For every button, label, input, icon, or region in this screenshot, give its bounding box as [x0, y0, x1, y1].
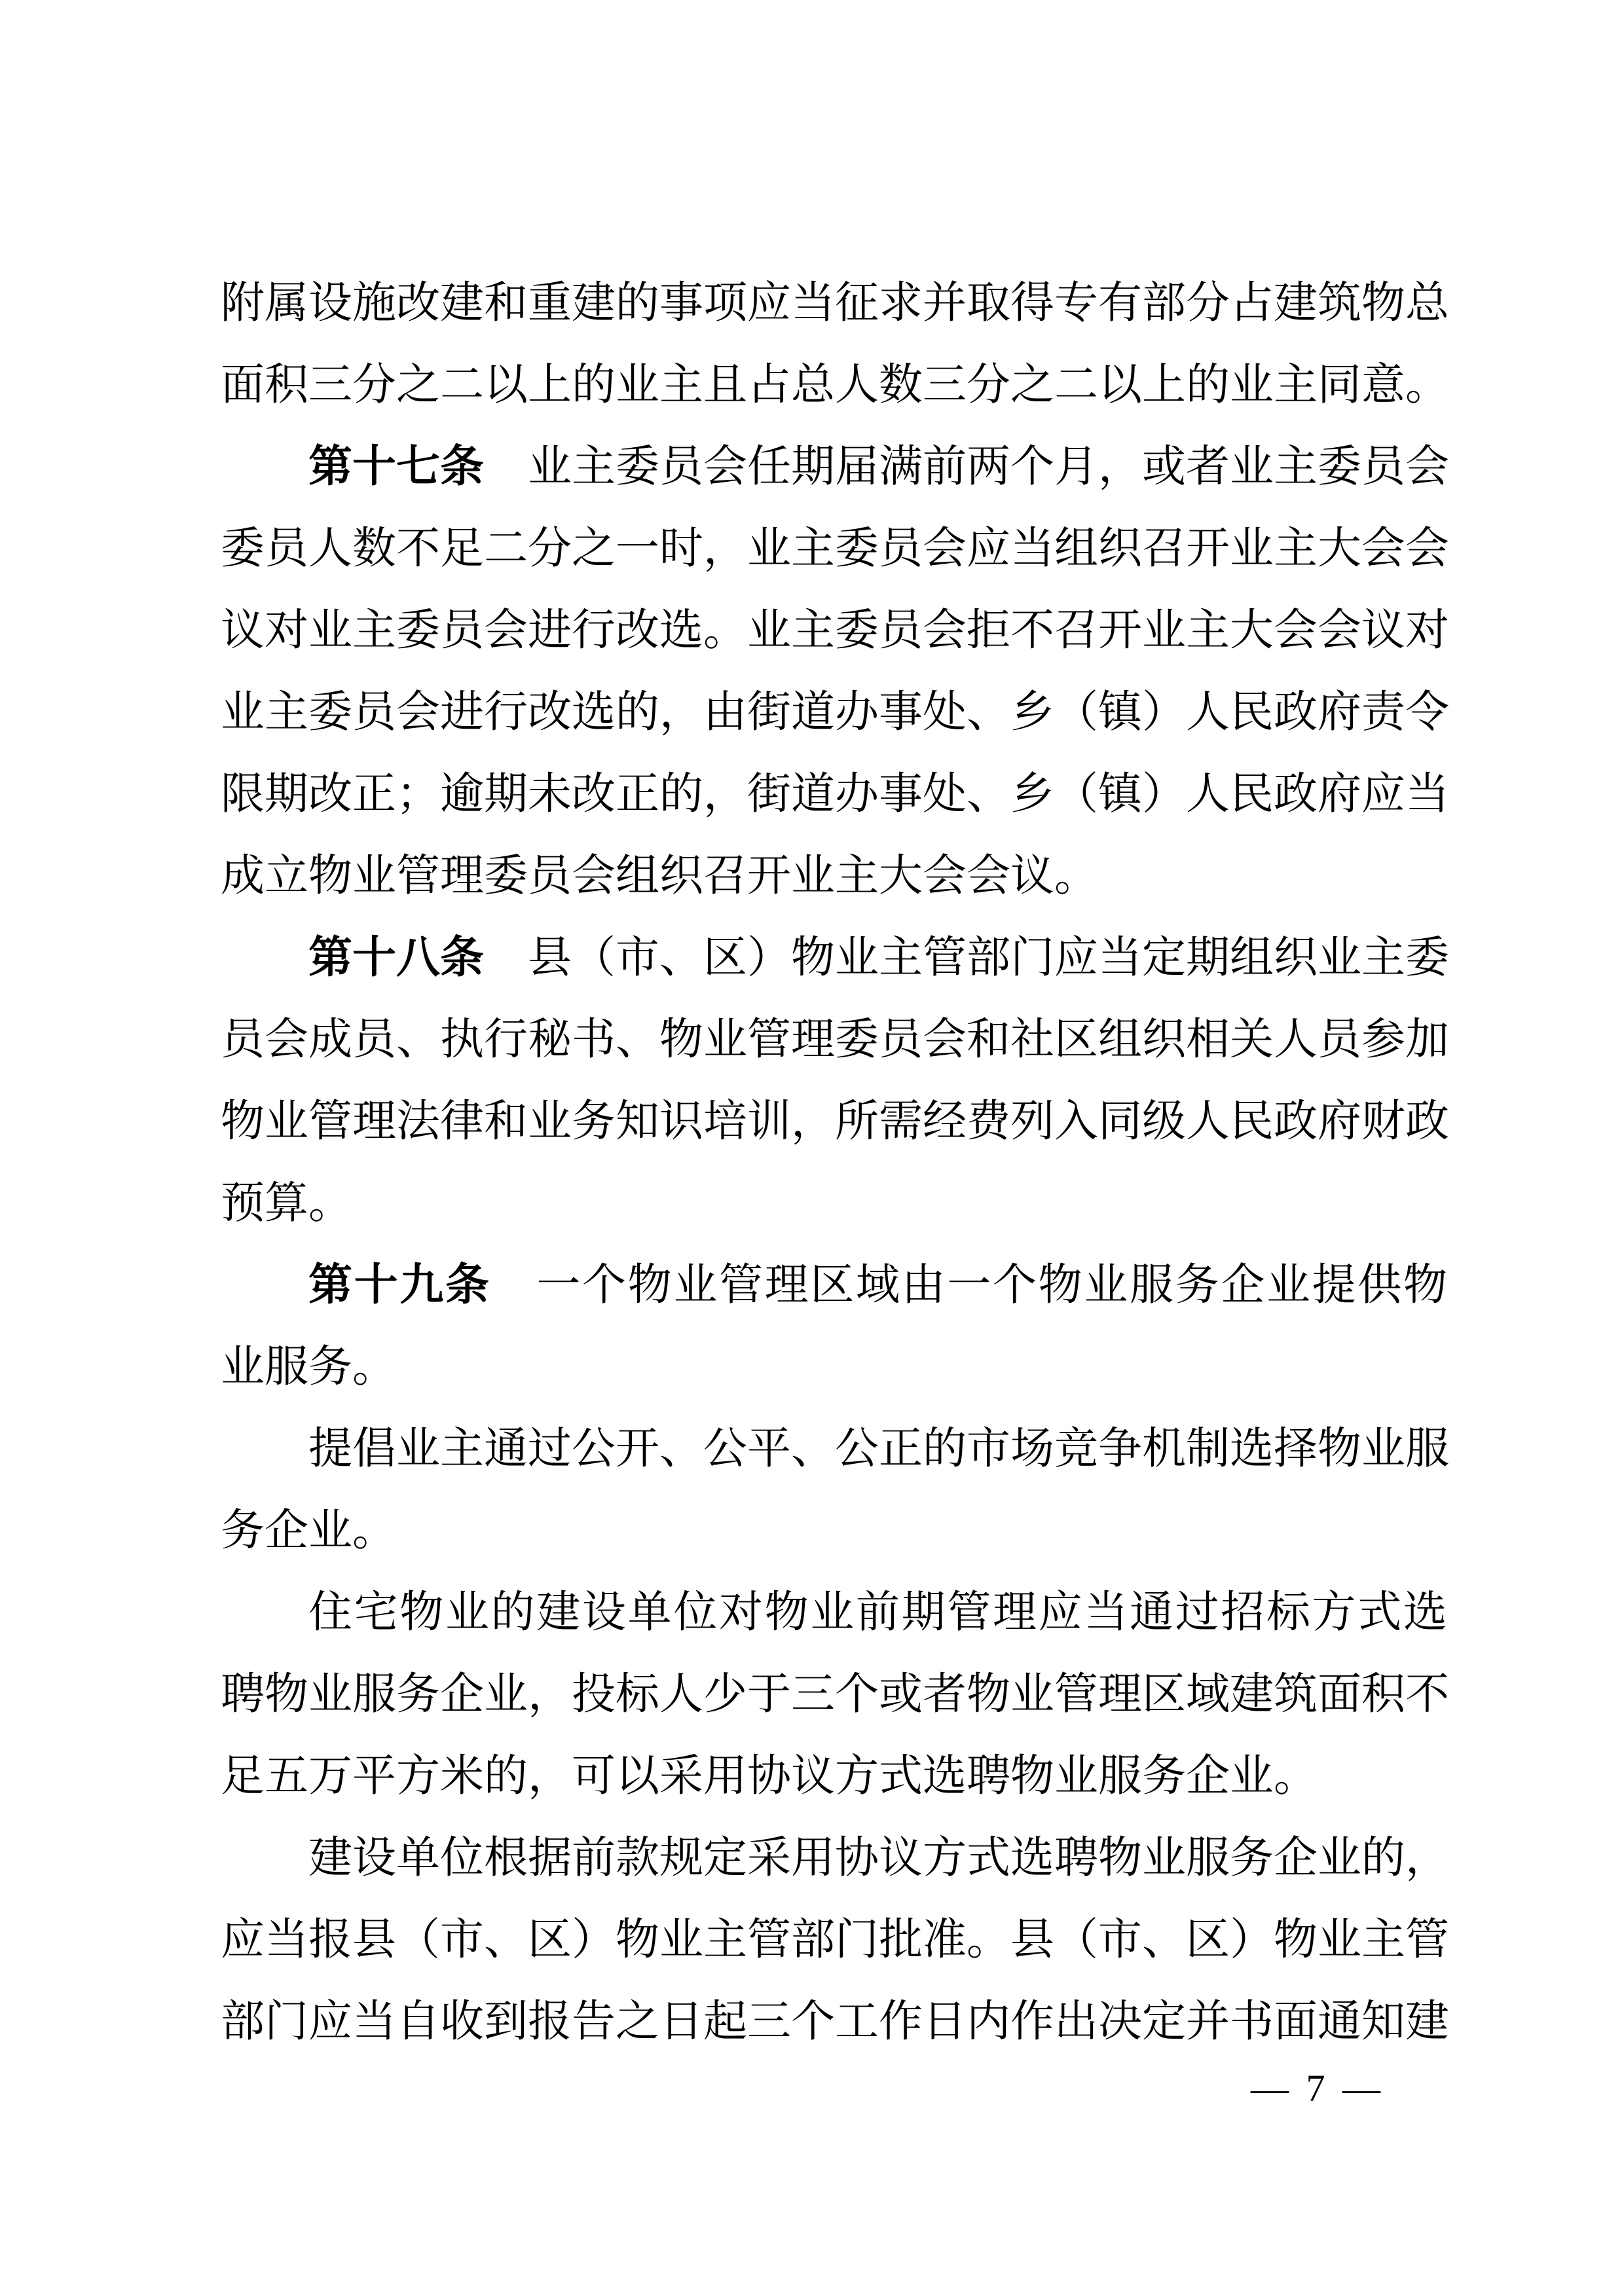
document-body: [221, 263, 1447, 2063]
line-text: 务企业。: [221, 1506, 396, 1555]
text-line-8: [221, 835, 1447, 917]
line-text: 一个物业管理区域由一个物业服务企业提供物: [490, 1261, 1448, 1309]
line-text: 成立物业管理委员会组织召开业主大会会议。: [221, 852, 1098, 900]
text-line-13: [221, 1245, 1447, 1326]
text-line-9: [221, 917, 1447, 999]
line-text: 业服务。: [221, 1343, 396, 1391]
line-text: 预算。: [221, 1179, 352, 1228]
text-line-20: [221, 1817, 1447, 1899]
line-text: 应当报县（市、区）物业主管部门批准。县（市、区）物业主管: [221, 1916, 1449, 1964]
line-text: 物业管理法律和业务知识培训，所需经费列入同级人民政府财政: [221, 1097, 1449, 1146]
article-number-heading: 第十九条: [308, 1261, 491, 1309]
text-line-2: [221, 344, 1447, 426]
text-line-15: [221, 1408, 1447, 1490]
line-text: 限期改正；逾期未改正的，街道办事处、乡（镇）人民政府应当: [221, 770, 1449, 818]
text-line-3: [221, 426, 1447, 508]
line-text: 住宅物业的建设单位对物业前期管理应当通过招标方式选: [308, 1588, 1447, 1637]
line-text: 足五万平方米的，可以采用协议方式选聘物业服务企业。: [221, 1752, 1318, 1800]
text-line-1: [221, 263, 1447, 344]
line-text: 部门应当自收到报告之日起三个工作日内作出决定并书面通知建: [221, 1997, 1449, 2046]
text-line-19: [221, 1736, 1447, 1817]
line-text: 委员人数不足二分之一时，业主委员会应当组织召开业主大会会: [221, 524, 1449, 573]
article-number-heading: 第十八条: [308, 934, 484, 982]
line-text: 县（市、区）物业主管部门应当定期组织业主委: [484, 934, 1449, 982]
text-line-16: [221, 1490, 1447, 1572]
line-text: 附属设施改建和重建的事项应当征求并取得专有部分占建筑物总: [221, 279, 1449, 327]
line-text: 议对业主委员会进行改选。业主委员会拒不召开业主大会会议对: [221, 606, 1449, 655]
line-text: 员会成员、执行秘书、物业管理委员会和社区组织相关人员参加: [221, 1015, 1449, 1064]
article-number-heading: 第十七条: [308, 443, 484, 491]
line-text: 提倡业主通过公开、公平、公正的市场竞争机制选择物业服: [308, 1425, 1449, 1473]
text-line-17: [221, 1572, 1447, 1654]
text-line-11: [221, 1081, 1447, 1163]
text-line-21: [221, 1899, 1447, 1981]
text-line-5: [221, 590, 1447, 672]
text-line-22: [221, 1981, 1447, 2063]
text-line-6: [221, 672, 1447, 754]
line-text: 建设单位根据前款规定采用协议方式选聘物业服务企业的，: [308, 1834, 1449, 1882]
line-text: 聘物业服务企业，投标人少于三个或者物业管理区域建筑面积不: [221, 1670, 1449, 1719]
text-line-14: [221, 1326, 1447, 1408]
text-line-12: [221, 1163, 1447, 1245]
line-text: 业主委员会任期届满前两个月，或者业主委员会: [484, 443, 1449, 491]
text-line-10: [221, 999, 1447, 1081]
line-text: 面积三分之二以上的业主且占总人数三分之二以上的业主同意。: [221, 361, 1449, 409]
text-line-18: [221, 1654, 1447, 1736]
line-text: 业主委员会进行改选的，由街道办事处、乡（镇）人民政府责令: [221, 688, 1449, 737]
text-line-4: [221, 508, 1447, 590]
text-line-7: [221, 754, 1447, 835]
page-number: — 7 —: [1251, 2067, 1384, 2109]
